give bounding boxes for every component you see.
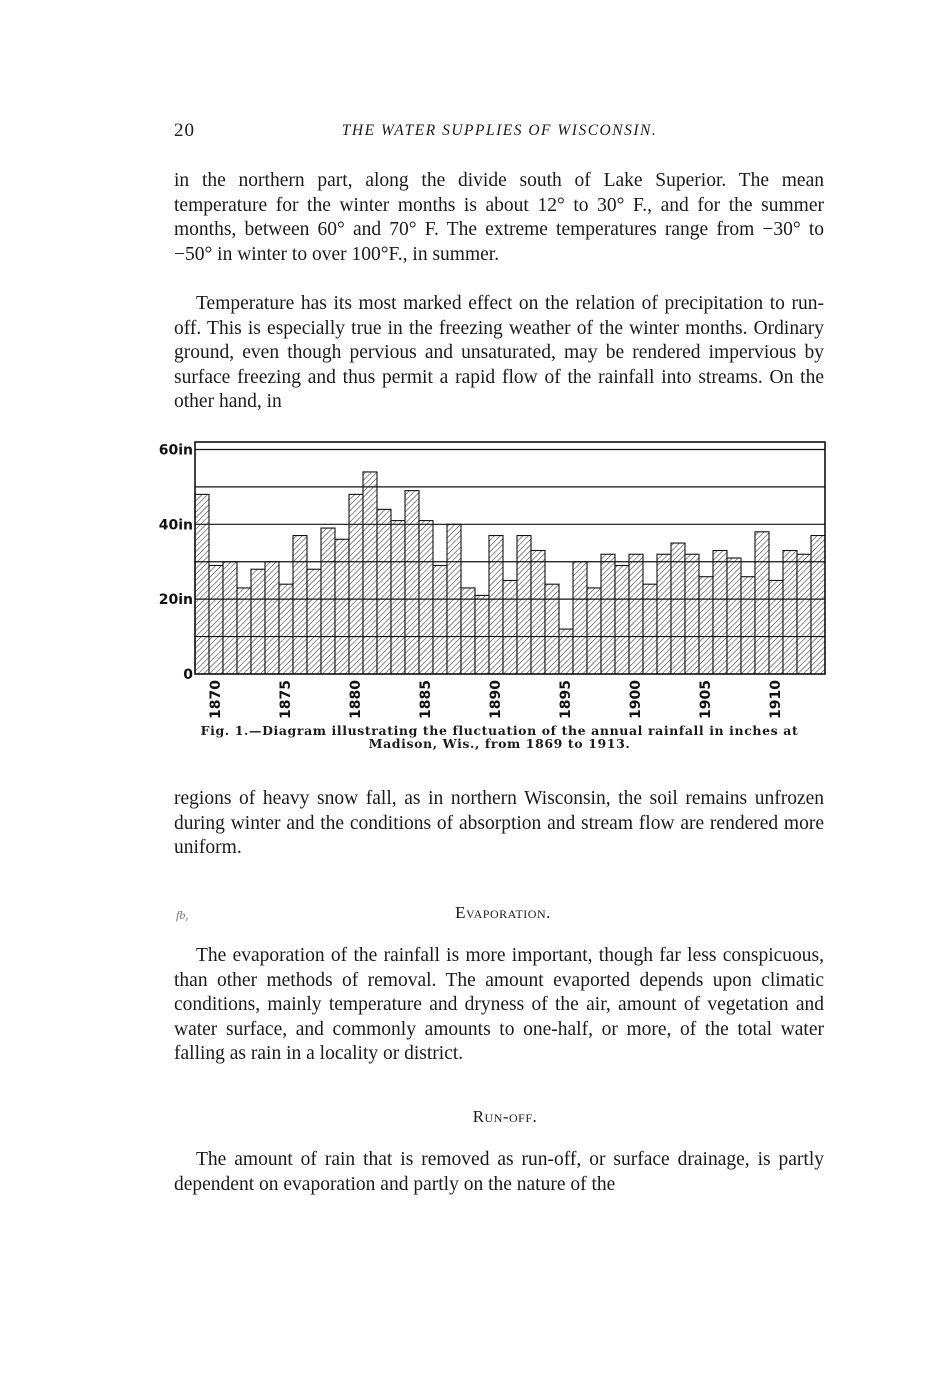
bar-1908	[741, 577, 755, 674]
bar-1895	[559, 629, 573, 674]
bar-1897	[587, 588, 601, 674]
heading-runoff: Run-off.	[472, 1107, 538, 1126]
rainfall-chart	[155, 428, 835, 724]
bar-1896	[573, 562, 587, 674]
figure-caption	[172, 724, 827, 750]
bar-1881	[363, 472, 377, 674]
bar-1883	[391, 521, 405, 674]
x-tick-label-1890: 1890	[488, 680, 504, 719]
bar-1886	[433, 565, 447, 674]
bar-1876	[293, 536, 307, 674]
bar-1910	[769, 580, 783, 674]
bar-1906	[713, 551, 727, 674]
bar-1872	[237, 588, 251, 674]
bar-1884	[405, 491, 419, 674]
bar-1880	[349, 494, 363, 674]
paragraph-runoff: The amount of rain that is removed as run-off, or surface drainage, is partly dependent on evaporation and partly on the nature of the	[174, 1149, 824, 1195]
bar-1885	[419, 521, 433, 674]
y-tick-label-20: 20in	[158, 592, 193, 609]
bar-1871	[223, 562, 237, 674]
heading-evaporation: Evaporation.	[455, 903, 551, 922]
bar-1911	[783, 551, 797, 674]
bar-1893	[531, 551, 545, 674]
x-tick-label-1910: 1910	[768, 680, 784, 719]
x-tick-label-1870: 1870	[208, 680, 224, 719]
bar-1874	[265, 562, 279, 674]
bar-1873	[251, 569, 265, 674]
bar-1882	[377, 509, 391, 674]
bar-1888	[461, 588, 475, 674]
bar-1894	[545, 584, 559, 674]
bar-1903	[671, 543, 685, 674]
y-tick-label-0: 0	[183, 667, 193, 683]
x-tick-label-1885: 1885	[418, 680, 434, 719]
x-tick-label-1875: 1875	[278, 680, 294, 719]
page-header	[172, 120, 827, 146]
bar-1912	[797, 554, 811, 674]
bar-1902	[657, 554, 671, 674]
bar-1898	[601, 554, 615, 674]
bar-1891	[503, 580, 517, 674]
figure-label: Fig. 1.	[200, 723, 249, 738]
x-tick-label-1895: 1895	[558, 680, 574, 719]
bar-1892	[517, 536, 531, 674]
bar-1875	[279, 584, 293, 674]
bar-1870	[209, 565, 223, 674]
bar-1905	[699, 577, 713, 674]
bar-1879	[335, 539, 349, 674]
bar-1890	[489, 536, 503, 674]
bar-1889	[475, 595, 489, 674]
bar-1904	[685, 554, 699, 674]
x-tick-label-1900: 1900	[628, 680, 644, 719]
bar-1877	[307, 569, 321, 674]
paragraph-temperature-effect: Temperature has its most marked effect on the relation of precipitation to run-off. This is especially true in the freezing weather of the winter months. Ordinary ground, even though pervious and unsaturated, may be rendered impervious by surface freezing and thus permit a rapid flow of the rainfall into streams. On the other hand, in	[174, 293, 824, 412]
paragraph-evaporation: The evaporation of the rainfall is more important, though far less conspicuous, than other methods of removal. The amount evaported depends upon climatic conditions, mainly temperature and dryness of the air, amount of vegetation and water surface, and commonly amounts to one-half, or more, of the total water falling as rain in a locality or district.	[174, 945, 824, 1064]
x-tick-label-1905: 1905	[698, 680, 714, 719]
stray-mark: fb,	[176, 908, 189, 922]
running-title: THE WATER SUPPLIES OF WISCONSIN.	[341, 122, 658, 139]
y-tick-label-60: 60in	[158, 442, 193, 459]
bar-1899	[615, 565, 629, 674]
paragraph-snowfall: regions of heavy snow fall, as in northern Wisconsin, the soil remains unfrozen during winter and the conditions of absorption and stream flow are rendered more uniform.	[174, 788, 824, 858]
bar-1907	[727, 558, 741, 674]
y-tick-label-40: 40in	[158, 517, 193, 534]
page-number: 20	[174, 120, 195, 141]
paragraph-temperature-continued: in the northern part, along the divide south of Lake Superior. The mean temperature for the winter months is about 12° to 30° F., and for the summer months, between 60° and 70° F. The extreme temperatures range from −30° to −50° in winter to over 100°F., in summer.	[174, 170, 824, 265]
bar-1878	[321, 528, 335, 674]
bar-1913	[811, 536, 825, 674]
bar-1901	[643, 584, 657, 674]
bar-1869	[195, 494, 209, 674]
figure-caption-text: —Diagram illustrating the fluctuation of the annual rainfall in inches at Madison, Wis., from 1869 to 1913.	[248, 723, 799, 751]
bar-1900	[629, 554, 643, 674]
bar-1909	[755, 532, 769, 674]
x-tick-label-1880: 1880	[348, 680, 364, 719]
